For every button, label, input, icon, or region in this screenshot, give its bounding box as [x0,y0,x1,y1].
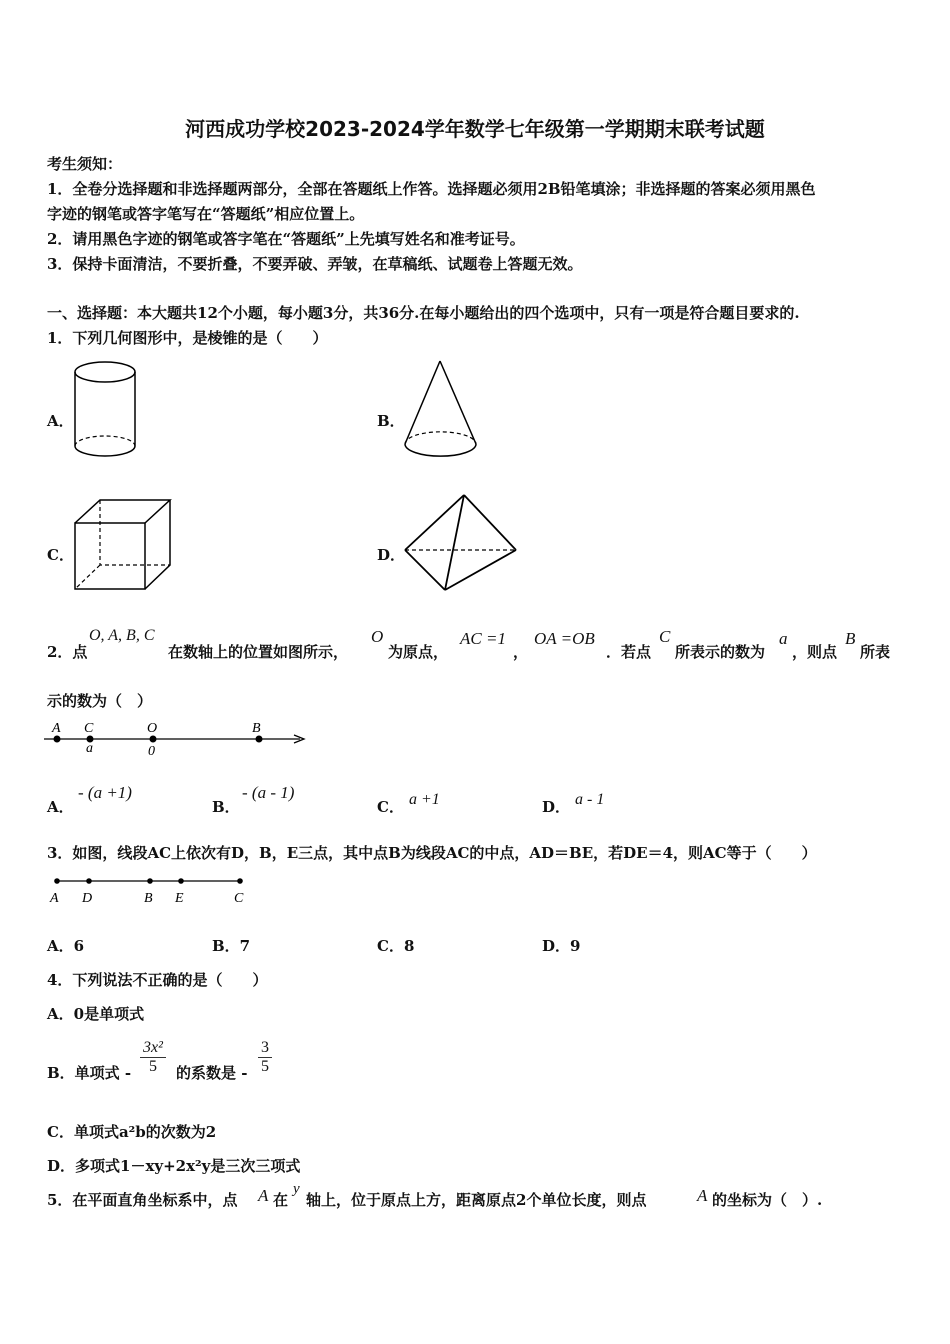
axis-label-zero: 0 [148,744,155,758]
number-line-point-a [54,736,61,743]
q4-option-b-part1: B．单项式 - [47,1064,132,1082]
segment-point-b [147,878,153,884]
q2-point-c: C [659,627,671,646]
notice-line-1a: 1．全卷分选择题和非选择题两部分，全部在答题纸上作答。选择题必须用2B铅笔填涂；非选择题的答案必须用黑色 [47,180,816,198]
q2-option-c: a +1 [409,791,440,808]
q2-var-a: a [779,629,788,648]
axis-label-o: O [147,721,158,736]
number-line [44,716,309,758]
notice-line-1b: 字迹的钢笔或答字笔写在“答题纸”相应位置上。 [47,205,365,223]
q2-origin: O [371,627,384,646]
q1-option-a-label: A． [47,412,74,430]
q2-option-b-label: B． [212,798,240,816]
q2-stem-part7: 所表 [860,643,891,661]
q2-stem-part2: 在数轴上的位置如图所示， [168,643,349,661]
q2-ac-equals: AC =1 [460,629,506,648]
axis-label-c: C [84,721,94,736]
q5-stem-part2: 在 [273,1191,289,1209]
q5-point-a-2: A [697,1186,708,1205]
segment-label-e: E [175,891,184,906]
pyramid-figure [398,492,523,596]
q2-stem-part5: 所表示的数为 [675,643,766,661]
q3-stem: 3．如图，线段AC上依次有D，B，E三点，其中点B为线段AC的中点，AD＝BE，若DE＝4，则AC等于（ ） [47,844,817,862]
q4-option-b-part2: 的系数是 - [176,1064,248,1082]
q2-points: O, A, B, C [89,627,155,644]
q2-option-b: - (a - 1) [242,783,295,802]
q4-fraction-2-numerator: 3 [258,1039,272,1058]
q2-oa-equals: OA =OB [534,629,595,648]
q3-option-a: A．6 [47,937,85,955]
q3-option-d: D．9 [542,937,581,955]
q4-fraction-1-numerator: 3x² [140,1039,166,1058]
q5-stem-part3: 轴上，位于原点上方，距离原点2个单位长度，则点 [306,1191,647,1209]
axis-label-b: B [252,721,261,736]
segment-label-a: A [50,891,59,906]
q5-point-a: A [258,1186,269,1205]
q2-stem-line2: 示的数为（ ） [47,692,153,710]
page-title: 河西成功学校2023-2024学年数学七年级第一学期期末联考试题 [185,117,765,141]
q5-stem-part4: 的坐标为（ ）. [712,1191,823,1209]
q3-option-b: B．7 [212,937,251,955]
q5-stem-part1: 5．在平面直角坐标系中，点 [47,1191,238,1209]
q1-option-c-label: C． [47,546,74,564]
q2-stem-part6: ，则点 [792,643,838,661]
cylinder-figure [70,358,145,460]
q2-option-d-label: D． [542,798,571,816]
notice-line-2: 2．请用黑色字迹的钢笔或答字笔在“答题纸”上先填写姓名和准考证号。 [47,230,525,248]
q2-option-a: - (a +1) [78,783,132,802]
segment-label-c: C [234,891,244,906]
segment-figure [44,872,254,910]
number-line-point-o [150,736,157,743]
axis-label-a-var: a [86,741,93,756]
q2-option-c-label: C． [377,798,404,816]
segment-label-b: B [144,891,153,906]
q4-option-c: C．单项式a²b的次数为2 [47,1123,217,1141]
notice-heading: 考生须知： [47,155,123,173]
q1-option-b-label: B． [377,412,405,430]
segment-point-d [86,878,92,884]
q4-fraction-1-denominator: 5 [148,1058,157,1075]
q2-comma: ， [513,643,529,661]
notice-line-3: 3．保持卡面清洁，不要折叠，不要弄破、弄皱，在草稿纸、试题卷上答题无效。 [47,255,583,273]
segment-label-d: D [82,891,93,906]
q1-stem: 1．下列几何图形中，是棱锥的是（ ） [47,329,328,347]
q2-stem-part4: ．若点 [606,643,652,661]
q2-stem-part1: 2．点 [47,643,88,661]
q4-fraction-2 [258,1039,272,1076]
number-line-point-b [256,736,263,743]
section-heading: 一、选择题：本大题共12个小题，每小题3分，共36分.在每小题给出的四个选项中，只有一项是符合题目要求的. [47,304,800,322]
axis-label-a: A [52,721,61,736]
q2-option-a-label: A． [47,798,74,816]
q4-stem: 4．下列说法不正确的是（ ） [47,971,268,989]
q2-stem-part3: 为原点， [388,643,449,661]
segment-point-c [237,878,243,884]
cube-figure [70,495,178,595]
cone-figure [400,358,485,460]
q2-point-b: B [845,629,856,648]
q4-fraction-1 [140,1039,166,1076]
q3-option-c: C．8 [377,937,415,955]
q2-option-d: a - 1 [575,791,605,808]
q4-option-a: A．0是单项式 [47,1005,145,1023]
q1-option-d-label: D． [377,546,406,564]
segment-point-a [54,878,60,884]
q4-option-d: D．多项式1－xy+2x²y是三次三项式 [47,1157,301,1175]
q4-fraction-2-denominator: 5 [261,1058,269,1075]
segment-point-e [178,878,184,884]
q5-axis-y: y [293,1181,300,1197]
